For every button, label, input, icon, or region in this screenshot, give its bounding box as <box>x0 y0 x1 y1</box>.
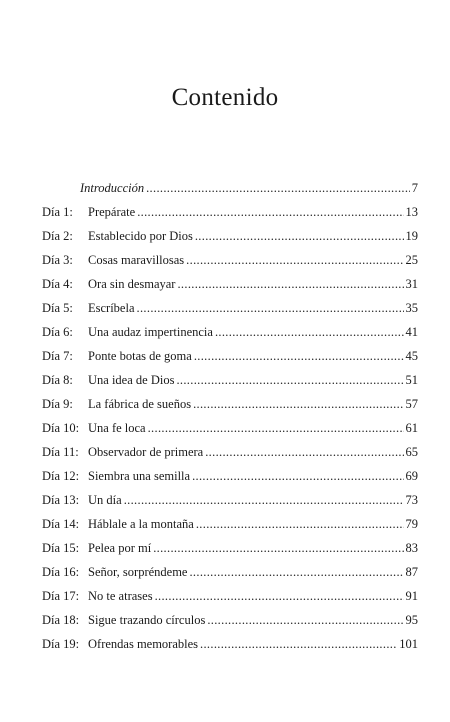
dot-leader <box>176 370 403 390</box>
toc-entry-line <box>88 490 418 510</box>
toc-entry-title: Sigue trazando círculos <box>88 613 206 627</box>
toc-entry-page: 101 <box>399 637 418 651</box>
toc-entry-title: Introducción <box>80 181 145 195</box>
toc-entry-day <box>0 322 450 342</box>
toc-entry-title: Una idea de Dios <box>88 373 175 387</box>
toc-entry-day-label: Día 1: <box>42 205 73 219</box>
toc-entry-day-label: Día 9: <box>42 397 73 411</box>
toc-entry-day-label: Día 7: <box>42 349 73 363</box>
toc-entry-title: Señor, sorpréndeme <box>88 565 188 579</box>
toc-entry-title: Háblale a la montaña <box>88 517 194 531</box>
toc-entry-day-label: Día 12: <box>42 469 80 483</box>
toc-entry-line <box>88 394 418 414</box>
toc-entry-day-label: Día 10: <box>42 421 80 435</box>
toc-entry-page: 51 <box>405 373 418 387</box>
toc-entry-title: Ofrendas memorables <box>88 637 199 651</box>
toc-entry-page: 91 <box>405 589 418 603</box>
toc-entry-line <box>88 322 418 342</box>
toc-entry-line <box>88 586 418 606</box>
toc-entry-day <box>0 562 450 582</box>
toc-entry-title: No te atrases <box>88 589 153 603</box>
toc-entry-title: Ponte botas de goma <box>88 349 192 363</box>
toc-entry-page: 25 <box>405 253 418 267</box>
toc-entry-title: Observador de primera <box>88 445 204 459</box>
toc-entry-day-label: Día 19: <box>42 637 80 651</box>
toc-entry-line <box>88 418 418 438</box>
toc-entry-page: 13 <box>405 205 418 219</box>
toc-entry-line <box>88 442 418 462</box>
dot-leader <box>124 490 404 510</box>
dot-leader <box>146 178 410 198</box>
toc-entry-line <box>88 346 418 366</box>
toc-entry-page: 87 <box>405 565 418 579</box>
dot-leader <box>215 322 404 342</box>
page-title: Contenido <box>171 84 279 111</box>
toc-entry-title: Pelea por mí <box>88 541 152 555</box>
toc-entry-day-label: Día 6: <box>42 325 73 339</box>
dot-leader <box>193 394 403 414</box>
toc-entry-line <box>88 274 418 294</box>
toc-entry-page: 57 <box>405 397 418 411</box>
toc-entry-day <box>0 538 450 558</box>
toc-entry-day <box>0 586 450 606</box>
toc-entry-day <box>0 250 450 270</box>
toc-entry-line <box>88 538 418 558</box>
toc-entry-day-label: Día 16: <box>42 565 80 579</box>
toc-entry-title: Establecido por Dios <box>88 229 193 243</box>
toc-entry-day <box>0 298 450 318</box>
toc-entry-page: 35 <box>405 301 418 315</box>
toc-entry-title: Ora sin desmayar <box>88 277 176 291</box>
toc-entry-page: 45 <box>405 349 418 363</box>
toc-entry-day <box>0 394 450 414</box>
toc-entry-page: 95 <box>405 613 418 627</box>
toc-entry-introduction <box>0 178 450 198</box>
toc-entry-day-label: Día 18: <box>42 613 80 627</box>
toc-entry-day-label: Día 5: <box>42 301 73 315</box>
toc-entry-day <box>0 514 450 534</box>
toc-entry-day <box>0 274 450 294</box>
toc-entry-day <box>0 442 450 462</box>
toc-entry-page: 83 <box>405 541 418 555</box>
toc-entry-page: 73 <box>405 493 418 507</box>
toc-entry-day-label: Día 17: <box>42 589 80 603</box>
toc-entry-day-label: Día 13: <box>42 493 80 507</box>
dot-leader <box>207 610 403 630</box>
toc-entry-day-label: Día 4: <box>42 277 73 291</box>
toc-entry-day <box>0 466 450 486</box>
toc-entry-title: Prepárate <box>88 205 136 219</box>
toc-entry-day-label: Día 11: <box>42 445 79 459</box>
toc-entry-page: 61 <box>405 421 418 435</box>
toc-entry-page: 7 <box>411 181 418 195</box>
toc-entry-line <box>88 634 418 654</box>
toc-entry-line <box>88 298 418 318</box>
toc-entry-day-label: Día 8: <box>42 373 73 387</box>
toc-entry-day-label: Día 15: <box>42 541 80 555</box>
toc-entry-page: 41 <box>405 325 418 339</box>
toc-entry-line <box>88 610 418 630</box>
toc-entry-day <box>0 226 450 246</box>
toc-entry-day <box>0 490 450 510</box>
toc-entry-day <box>0 610 450 630</box>
toc-entry-line <box>88 250 418 270</box>
dot-leader <box>148 418 404 438</box>
dot-leader <box>153 538 403 558</box>
toc-entry-title: Una audaz impertinencia <box>88 325 213 339</box>
dot-leader <box>137 202 403 222</box>
toc-entry-line <box>88 514 418 534</box>
toc-entry-day <box>0 370 450 390</box>
toc-entry-title: Siembra una semilla <box>88 469 191 483</box>
toc-entry-day <box>0 346 450 366</box>
toc-entry-title: Una fe loca <box>88 421 146 435</box>
toc-entry-day-label: Día 2: <box>42 229 73 243</box>
dot-leader <box>186 250 403 270</box>
toc-entry-line <box>88 226 418 246</box>
dot-leader <box>177 274 403 294</box>
dot-leader <box>137 298 404 318</box>
toc-entry-title: Escríbela <box>88 301 135 315</box>
toc-entry-page: 19 <box>405 229 418 243</box>
dot-leader <box>194 346 404 366</box>
toc-entry-day <box>0 202 450 222</box>
toc-entry-page: 69 <box>405 469 418 483</box>
dot-leader <box>200 634 397 654</box>
toc-entry-line <box>88 370 418 390</box>
dot-leader <box>189 562 403 582</box>
toc-entry-title: Cosas maravillosas <box>88 253 185 267</box>
toc-entry-day-label: Día 3: <box>42 253 73 267</box>
dot-leader <box>192 466 403 486</box>
toc-entry-line <box>80 178 418 198</box>
dot-leader <box>195 226 404 246</box>
toc-entry-page: 79 <box>405 517 418 531</box>
toc-entry-page: 31 <box>405 277 418 291</box>
toc-entry-line <box>88 466 418 486</box>
toc-entry-day-label: Día 14: <box>42 517 80 531</box>
toc-entry-day <box>0 418 450 438</box>
toc-entry-day <box>0 634 450 654</box>
toc-entry-page: 65 <box>405 445 418 459</box>
toc-entry-title: La fábrica de sueños <box>88 397 192 411</box>
dot-leader <box>155 586 404 606</box>
dot-leader <box>205 442 403 462</box>
dot-leader <box>196 514 404 534</box>
toc-entry-title: Un día <box>88 493 122 507</box>
toc-entry-line <box>88 202 418 222</box>
toc-entry-line <box>88 562 418 582</box>
